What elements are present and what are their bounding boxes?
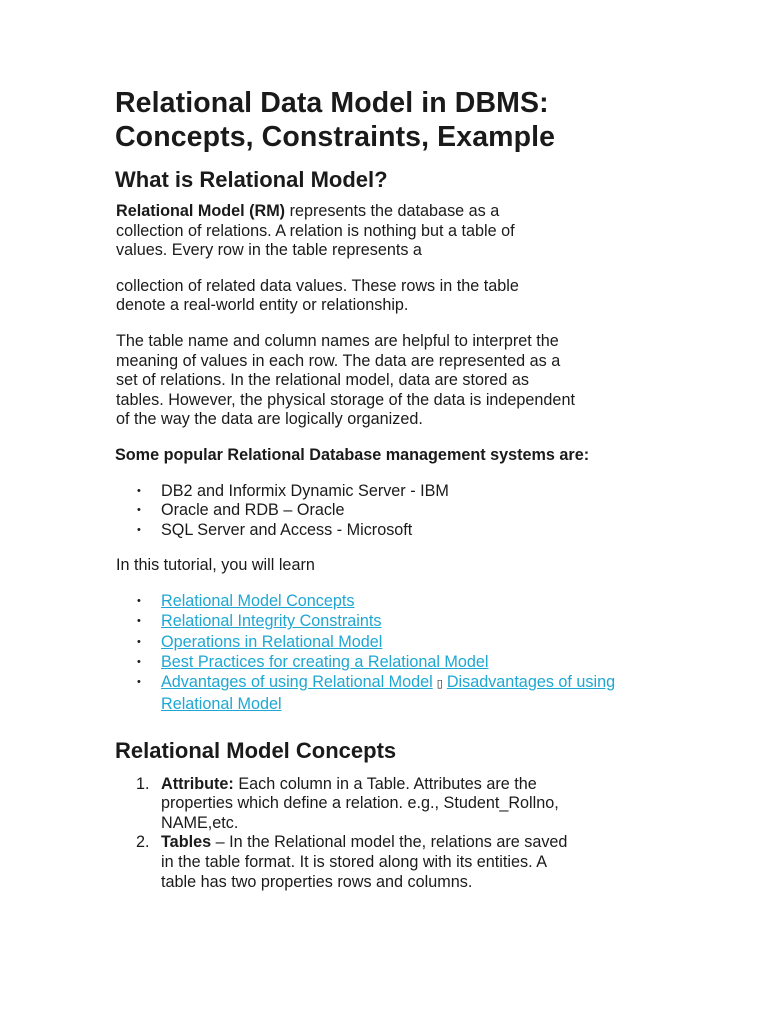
bullet-icon: • (137, 635, 141, 648)
term-relational-model: Relational Model (RM) (116, 202, 286, 220)
bullet-icon: • (137, 523, 141, 536)
list-number: 1. (136, 774, 150, 793)
list-item-text: Each column in a Table. Attributes are the properties which define a relation. e.g., Student_Rollno, NAME,etc. (161, 774, 559, 832)
list-item (116, 652, 636, 672)
paragraph-intro-text: represents the database as a collection of relations. A relation is nothing but a table of values. Every row in the table represents a (116, 202, 515, 260)
bullet-icon: • (137, 484, 141, 497)
missing-glyph-icon: ▯ (436, 678, 443, 691)
bullet-icon: • (137, 655, 141, 668)
page-title: Relational Data Model in DBMS: Concepts, Constraints, Example (115, 87, 556, 153)
list-item (116, 501, 636, 521)
section-heading-what-is: What is Relational Model? (115, 167, 388, 192)
section-heading-concepts: Relational Model Concepts (115, 737, 397, 763)
list-number: 2. (136, 833, 150, 852)
list-item (116, 775, 581, 834)
list-item (116, 833, 581, 892)
list-item-text: – In the Relational model the, relations are saved in the table format. It is stored along with its entities. A table has two properties rows and columns. (161, 833, 568, 891)
list-item (116, 482, 636, 502)
concepts-list (116, 775, 636, 893)
paragraph-popular-rdbms: Some popular Relational Database management systems are: (115, 445, 590, 464)
link-best-practices[interactable]: Best Practices for creating a Relational Model (161, 652, 489, 671)
paragraph-table-names: The table name and column names are helpful to interpret the meaning of values in each row. The data are represented as a set of relations. In the relational model, data are stored as tables. However, the physical storage of the data is independent of the way the data are logically organized. (116, 331, 575, 429)
paragraph-tutorial-intro: In this tutorial, you will learn (116, 556, 315, 575)
list-item (116, 672, 636, 715)
bullet-icon: • (137, 676, 141, 689)
tutorial-links-list (116, 591, 636, 715)
bullet-icon: • (137, 504, 141, 517)
list-item-text: SQL Server and Access - Microsoft (161, 520, 413, 539)
link-advantages[interactable]: Advantages of using Relational Model (161, 673, 433, 692)
list-item-text: DB2 and Informix Dynamic Server - IBM (161, 481, 449, 500)
link-operations-in-relational-model[interactable]: Operations in Relational Model (161, 632, 383, 651)
paragraph-intro (116, 202, 556, 261)
link-disadvantages[interactable]: Disadvantages of using Relational Model (161, 673, 616, 714)
list-item (116, 632, 636, 652)
link-relational-integrity-constraints[interactable]: Relational Integrity Constraints (161, 612, 382, 631)
document-page (116, 86, 636, 892)
link-relational-model-concepts[interactable]: Relational Model Concepts (161, 591, 355, 610)
list-item (116, 521, 636, 541)
term-attribute: Attribute: (161, 774, 234, 793)
term-tables: Tables (161, 833, 212, 852)
rdbms-list (116, 482, 636, 541)
bullet-icon: • (137, 615, 141, 628)
bullet-icon: • (137, 594, 141, 607)
list-item-text: Oracle and RDB – Oracle (161, 501, 345, 520)
list-item (116, 611, 636, 631)
list-item (116, 591, 636, 611)
paragraph-rows: collection of related data values. These rows in the table denote a real-world entity or relationship. (116, 276, 519, 315)
